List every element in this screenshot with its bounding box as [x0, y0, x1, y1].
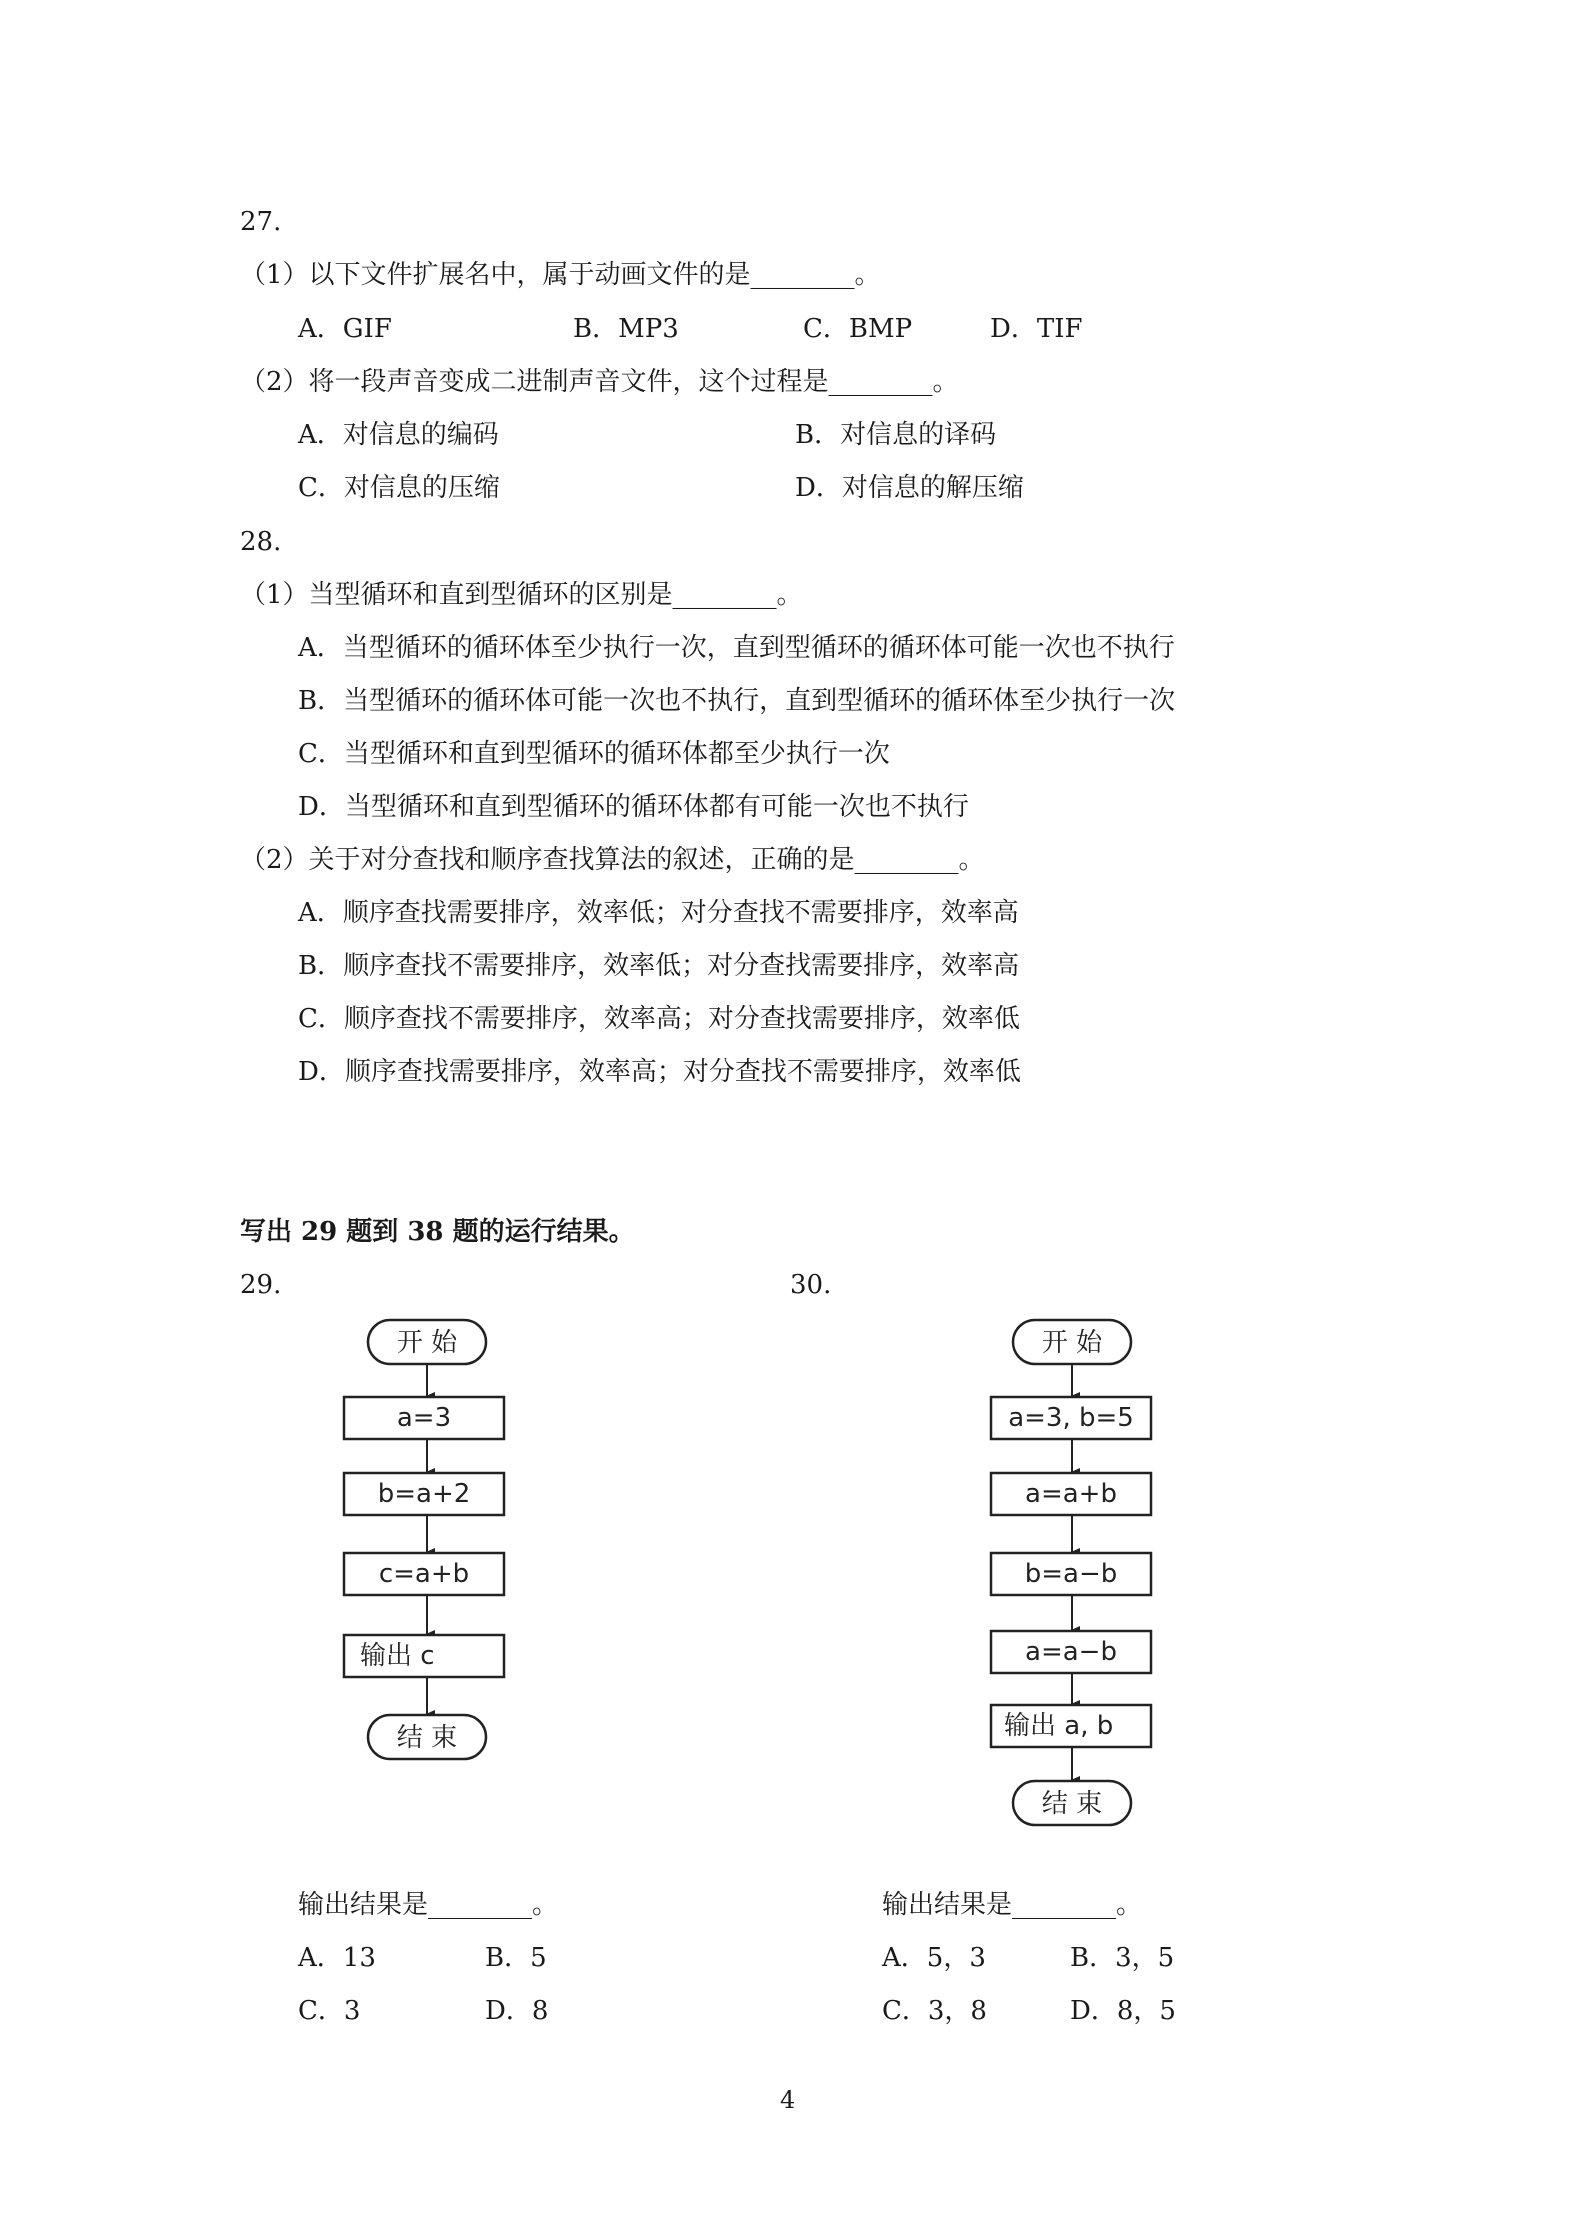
- q27-part1-option-d: D．TIF: [990, 314, 1083, 344]
- q29-process-label: c=a+b: [378, 1559, 470, 1589]
- q27-part1-option-a: A．GIF: [298, 314, 392, 344]
- q28-part1-option-c: C．当型循环和直到型循环的循环体都至少执行一次: [298, 739, 890, 769]
- q30-process-label: a=a−b: [1025, 1637, 1117, 1667]
- q29-output-label: 输出 c: [360, 1641, 435, 1671]
- q27-part2-option-c: C．对信息的压缩: [298, 473, 500, 503]
- q28-part1-option-b: B．当型循环的循环体可能一次也不执行，直到型循环的循环体至少执行一次: [298, 686, 1176, 716]
- q29-result-stem: 输出结果是________。: [298, 1890, 559, 1920]
- q28-part2-option-d: D．顺序查找需要排序，效率高；对分查找不需要排序，效率低: [298, 1057, 1021, 1087]
- q29-option-b: B．5: [485, 1943, 547, 1973]
- q30-process-label: a=a+b: [1025, 1479, 1117, 1509]
- question-number-28: 28.: [240, 527, 282, 557]
- section-heading: 写出 29 题到 38 题的运行结果。: [240, 1217, 635, 1247]
- q27-part2-option-d: D．对信息的解压缩: [795, 473, 1024, 503]
- q29-end-label: 结 束: [396, 1723, 458, 1753]
- q29-option-a: A．13: [298, 1943, 376, 1973]
- question-number-27: 27.: [240, 207, 282, 237]
- q30-option-d: D．8，5: [1070, 1996, 1176, 2026]
- q28-part2-option-a: A．顺序查找需要排序，效率低；对分查找不需要排序，效率高: [298, 898, 1019, 928]
- q29-process-label: b=a+2: [377, 1479, 471, 1509]
- q28-part1-stem: （1）当型循环和直到型循环的区别是________。: [240, 580, 803, 610]
- q30-output-label: 输出 a, b: [1004, 1711, 1114, 1741]
- q30-start-label: 开 始: [1041, 1328, 1103, 1358]
- q28-part2-option-b: B．顺序查找不需要排序，效率低；对分查找需要排序，效率高: [298, 951, 1020, 981]
- q27-part2-option-b: B．对信息的译码: [795, 420, 997, 450]
- q29-process-label: a=3: [396, 1403, 452, 1433]
- q28-part2-option-c: C．顺序查找不需要排序，效率高；对分查找需要排序，效率低: [298, 1004, 1020, 1034]
- q29-option-d: D．8: [485, 1996, 549, 2026]
- q28-part2-stem: （2）关于对分查找和顺序查找算法的叙述，正确的是________。: [240, 845, 985, 875]
- q30-process-label: b=a−b: [1024, 1559, 1118, 1589]
- q28-part1-option-a: A．当型循环的循环体至少执行一次，直到型循环的循环体可能一次也不执行: [298, 633, 1175, 663]
- q30-result-stem: 输出结果是________。: [882, 1890, 1143, 1920]
- q27-part1-stem: （1）以下文件扩展名中，属于动画文件的是________。: [240, 260, 881, 290]
- q29-start-label: 开 始: [396, 1328, 458, 1358]
- q30-option-a: A．5，3: [882, 1943, 986, 1973]
- q30-option-c: C．3，8: [882, 1996, 987, 2026]
- q27-part1-option-b: B．MP3: [573, 314, 679, 344]
- q27-part1-option-c: C．BMP: [803, 314, 913, 344]
- q30-end-label: 结 束: [1041, 1789, 1103, 1819]
- q28-part1-option-d: D．当型循环和直到型循环的循环体都有可能一次也不执行: [298, 792, 969, 822]
- q30-process-label: a=3, b=5: [1008, 1403, 1134, 1433]
- q30-flowchart: [980, 1300, 1200, 1850]
- q29-flowchart: [330, 1300, 550, 1780]
- question-number-30: 30.: [790, 1270, 832, 1300]
- page-number: 4: [780, 2086, 796, 2114]
- q30-option-b: B．3，5: [1070, 1943, 1175, 1973]
- q27-part2-stem: （2）将一段声音变成二进制声音文件，这个过程是________。: [240, 367, 959, 397]
- q27-part2-option-a: A．对信息的编码: [298, 420, 499, 450]
- question-number-29: 29.: [240, 1270, 282, 1300]
- q29-option-c: C．3: [298, 1996, 361, 2026]
